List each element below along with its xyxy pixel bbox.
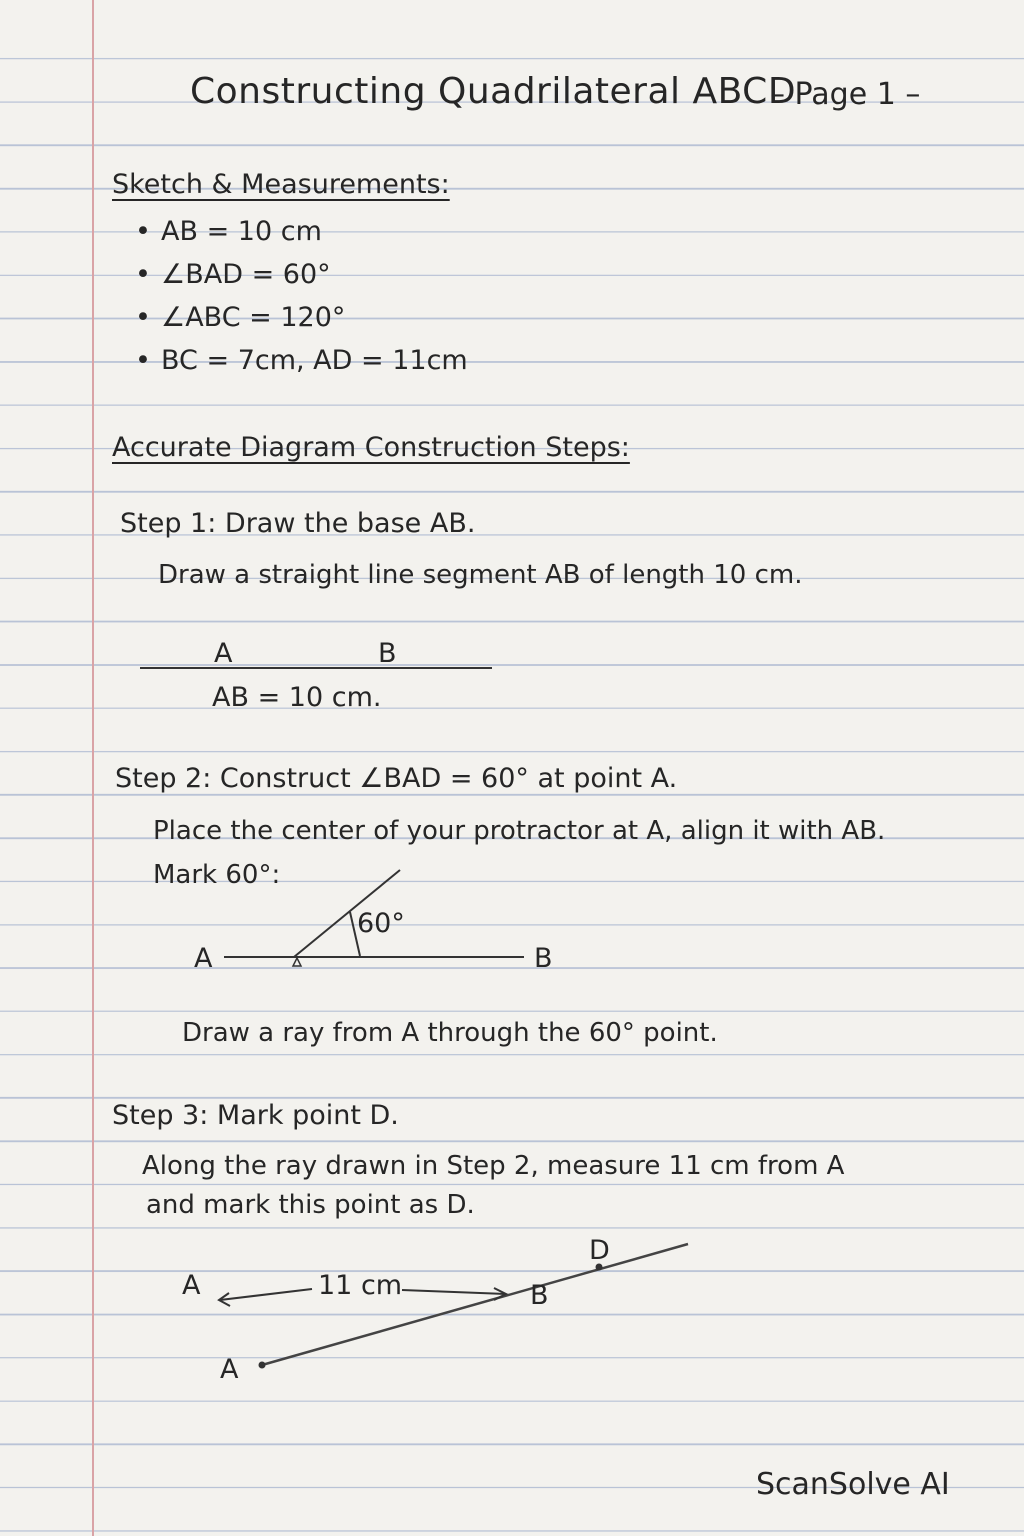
measure-label: 11 cm xyxy=(318,1270,403,1301)
step2-heading: Step 2: Construct ∠BAD = 60° at point A. xyxy=(115,763,678,794)
measurement-item: • BC = 7cm, AD = 11cm xyxy=(135,347,468,390)
step1-caption: AB = 10 cm. xyxy=(212,682,382,713)
measurement-item: • AB = 10 cm xyxy=(135,218,468,261)
step3-label-d: D xyxy=(589,1235,610,1266)
step1-label-a: A xyxy=(214,638,233,669)
construction-heading: Accurate Diagram Construction Steps: xyxy=(112,432,630,463)
page-title: Constructing Quadrilateral ABCD xyxy=(190,71,797,112)
measure-arrow-left xyxy=(220,1289,312,1300)
step3-heading: Step 3: Mark point D. xyxy=(112,1100,399,1131)
step1-text: Draw a straight line segment AB of length 10 cm. xyxy=(158,560,803,590)
point-a xyxy=(259,1362,266,1369)
step1-heading: Step 1: Draw the base AB. xyxy=(120,508,476,539)
sketch-heading: Sketch & Measurements: xyxy=(112,169,450,200)
angle-label: 60° xyxy=(357,908,405,939)
page-number: – Page 1 – xyxy=(770,77,921,112)
step2-text-1: Place the center of your protractor at A, align it with AB. xyxy=(153,816,886,846)
step2-text-3: Draw a ray from A through the 60° point. xyxy=(182,1018,718,1048)
footer-brand: ScanSolve AI xyxy=(756,1467,950,1502)
ray-ad xyxy=(262,1244,688,1365)
step3-label-a-bottom: A xyxy=(220,1354,239,1385)
step3-label-a-top: A xyxy=(182,1270,201,1301)
step3-text-2: and mark this point as D. xyxy=(146,1190,475,1220)
step3-text-1: Along the ray drawn in Step 2, measure 11 cm from A xyxy=(142,1151,845,1181)
measurement-item: • ∠BAD = 60° xyxy=(135,261,468,304)
step2-label-b: B xyxy=(534,943,553,974)
measure-arrow-right xyxy=(402,1290,506,1294)
step3-label-b: B xyxy=(530,1280,549,1311)
step2-text-2: Mark 60°: xyxy=(153,860,281,890)
measurement-item: • ∠ABC = 120° xyxy=(135,304,468,347)
step1-label-b: B xyxy=(378,638,397,669)
step2-label-a: A xyxy=(194,943,213,974)
